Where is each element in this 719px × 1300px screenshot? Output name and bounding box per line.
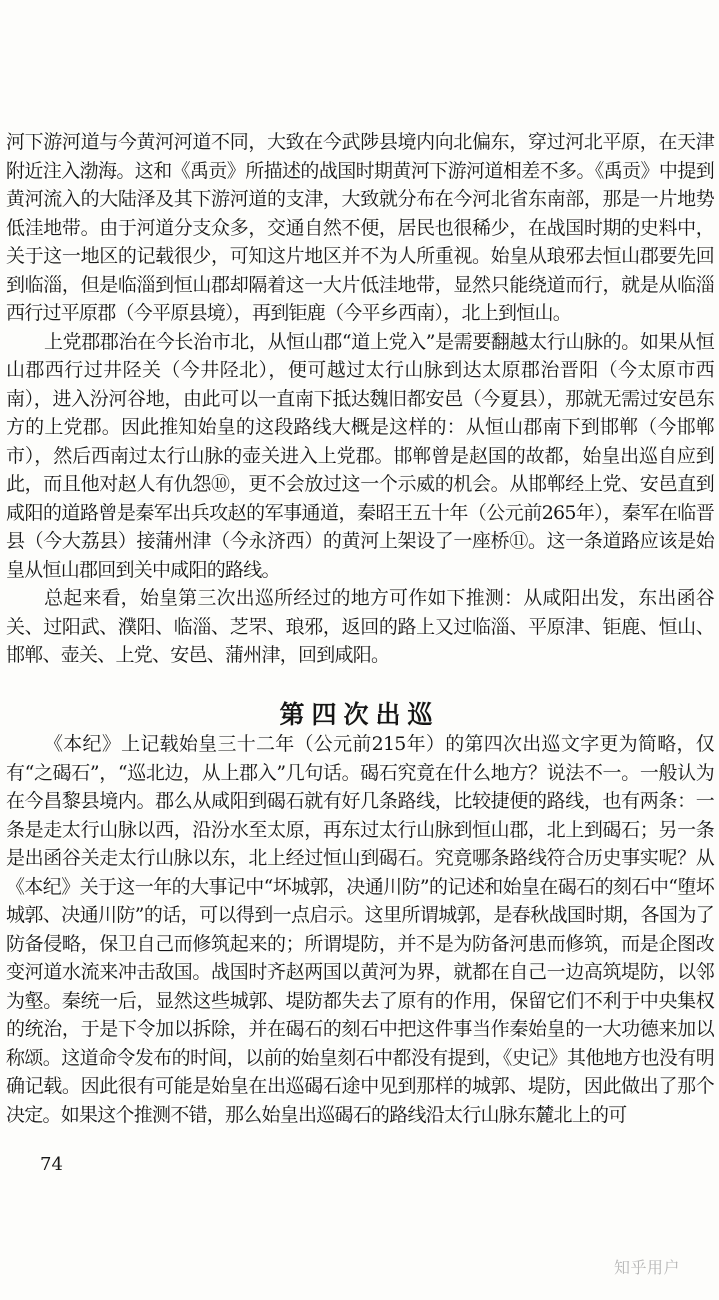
page-number: 74 [40,1154,63,1175]
body-text-upper [6,128,714,670]
section-heading: 第四次出巡 [279,700,440,729]
paragraph-2: 上党郡郡治在今长治市北，从恒山郡“道上党入”是需要翻越太行山脉的。如果从恒山郡西行过井陉关（今井陉北），便可越过太行山脉到达太原郡治晋阳（今太原市西南），进入汾河谷地，由此可以一直南下抵达魏旧都安邑（今夏县），那就无需过安邑东方的上党郡。因此推知始皇的这段路线大概是这样的：从恒山郡南下到邯郸（今邯郸市），然后西南过太行山脉的壶关进入上党郡。邯郸曾是赵国的故都，始皇出巡自应到此，而且他对赵人有仇怨⑩，更不会放过这一个示威的机会。从邯郸经上党、安邑直到咸阳的道路曾是秦军出兵攻赵的军事通道，秦昭王五十年（公元前265年），秦军在临晋县（今大荔县）接蒲州津（今永济西）的黄河上架设了一座桥⑪。这一条道路应该是始皇从恒山郡回到关中咸阳的路线。 [6,330,714,581]
body-text-lower [6,730,714,1129]
paragraph-4: 《本纪》上记载始皇三十二年（公元前215年）的第四次出巡文字更为简略，仅有“之碣石”，“巡北边，从上郡入”几句话。碣石究竟在什么地方？说法不一。一般认为在今昌黎县境内。郡么从咸阳到碣石就有好几条路线，比较捷便的路线，也有两条：一条是走太行山脉以西，沿汾水至太原，再东过太行山脉到恒山郡，北上到碣石；另一条是出函谷关走太行山脉以东，北上经过恒山到碣石。究竟哪条路线符合历史事实呢？从《本纪》关于这一年的大事记中“坏城郭，决通川防”的记述和始皇在碣石的刻石中“堕坏城郭、决通川防”的话，可以得到一点启示。这里所谓城郭，是春秋战国时期，各国为了防备侵略，保卫自己而修筑起来的；所谓堤防，并不是为防备河患而修筑，而是企图改变河道水流来冲击敌国。战国时齐赵两国以黄河为界，就都在自己一边高筑堤防，以邻为壑。秦统一后，显然这些城郭、堤防都失去了原有的作用，保留它们不利于中央集权的统治，于是下令加以拆除，并在碣石的刻石中把这件事当作秦始皇的一大功德来加以称颂。这道命令发布的时间，以前的始皇刻石中都没有提到，《史记》其他地方也没有明确记载。因此很有可能是始皇在出巡碣石途中见到那样的城郭、堤防，因此做出了那个决定。如果这个推测不错，那么始皇出巡碣石的路线沿太行山脉东麓北上的可 [6,733,714,1126]
paragraph-3: 总起来看，始皇第三次出巡所经过的地方可作如下推测：从咸阳出发，东出函谷关、过阳武、濮阳、临淄、芝罘、琅邪，返回的路上又过临淄、平原津、钜鹿、恒山、邯郸、壶关、上党、安邑、蒲州津，回到咸阳。 [6,587,714,666]
paragraph-continued-1: 河下游河道与今黄河河道不同，大致在今武陟县境内向北偏东，穿过河北平原，在天津附近注入渤海。这和《禹贡》所描述的战国时期黄河下游河道相差不多。《禹贡》中提到黄河流入的大陆泽及其下游河道的支津，大致就分布在今河北省东南部，那是一片地势低洼地带。由于河道分支众多，交通自然不便，居民也很稀少，在战国时期的史料中，关于这一地区的记载很少，可知这片地区并不为人所重视。始皇从琅邪去恒山郡要先回到临淄，但是临淄到恒山郡却隔着这一大片低洼地带，显然只能绕道而行，就是从临淄西行过平原郡（今平原县境），再到钜鹿（今平乡西南），北上到恒山。 [6,131,714,324]
platform-watermark: 知乎用户 [614,1258,681,1277]
